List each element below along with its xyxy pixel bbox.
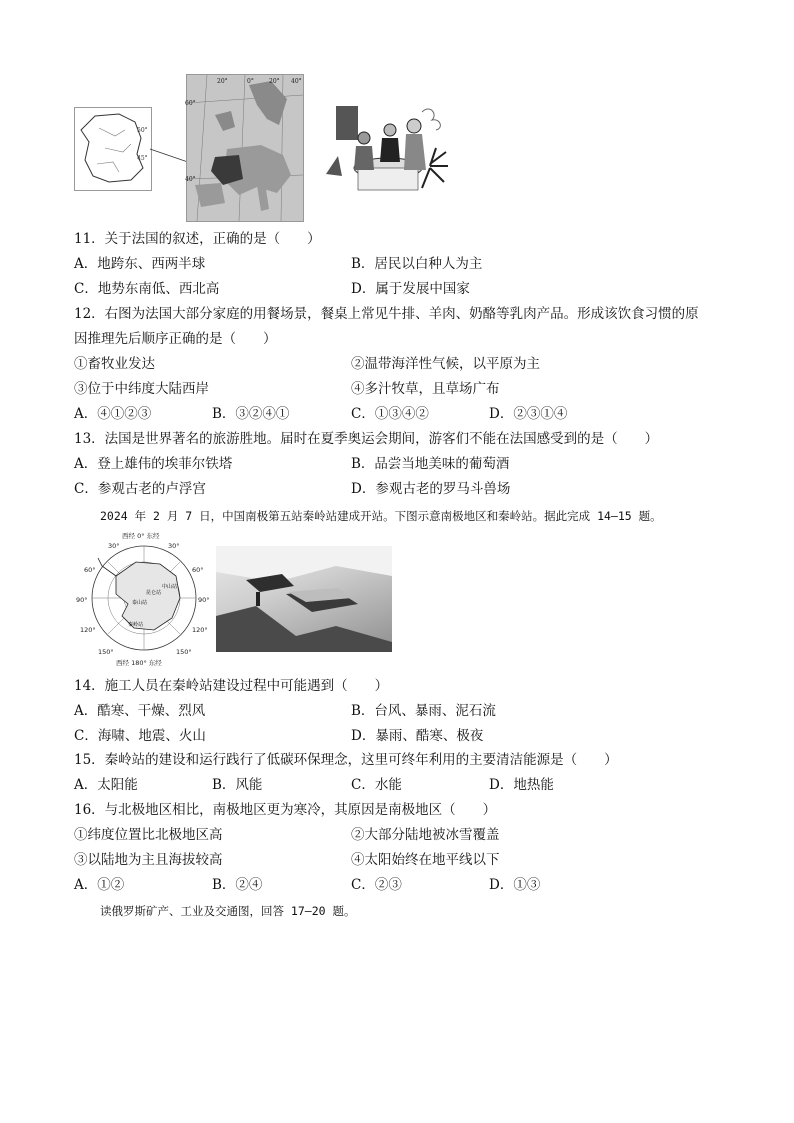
q13-option-c: C．参观古老的卢浮宫 [74, 481, 206, 497]
europe-map [186, 74, 304, 222]
europe-lon-20e: 20° [269, 78, 280, 85]
q11-option-c: C．地势东南低、西北高 [74, 281, 220, 297]
france-lat-50: 50° [137, 127, 148, 134]
europe-lon-40e: 40° [291, 78, 302, 85]
q13-option-b: B．品尝当地美味的葡萄酒 [351, 456, 510, 472]
q12-statement-2: ②温带海洋性气候，以平原为主 [351, 356, 540, 372]
q16-stem: 16．与北极地区相比，南极地区更为寒冷，其原因是南极地区（ ） [74, 802, 497, 818]
intro-17-20: 读俄罗斯矿产、工业及交通图，回答 17—20 题。 [100, 904, 356, 918]
antarctic-deg-30w: 30° [108, 542, 120, 550]
antarctic-deg-120w: 120° [80, 626, 96, 634]
q16-statement-4: ④太阳始终在地平线以下 [351, 852, 500, 868]
antarctic-bottom-label: 西经 180° 东经 [116, 659, 162, 667]
q12-option-b: B．③②④① [212, 406, 290, 422]
antarctic-polar-map [76, 532, 212, 666]
antarctic-top-label: 西经 0° 东经 [122, 532, 160, 540]
antarctic-deg-150e: 150° [176, 648, 192, 656]
q11-option-b: B．居民以白种人为主 [351, 256, 483, 272]
antarctic-deg-90w: 90° [76, 596, 88, 604]
q14-option-b: B．台风、暴雨、泥石流 [351, 703, 496, 719]
q16-statement-1: ①纬度位置比北极地区高 [74, 827, 223, 843]
q13-option-a: A．登上雄伟的埃菲尔铁塔 [74, 456, 233, 472]
antarctic-deg-60w: 60° [84, 566, 96, 574]
antarctic-station-qinling: 秦岭站 [128, 622, 144, 628]
q11-stem: 11．关于法国的叙述，正确的是（ ） [74, 231, 321, 247]
q12-option-a: A．④①②③ [74, 406, 152, 422]
q16-option-b: B．②④ [212, 877, 263, 893]
q12-statement-3: ③位于中纬度大陆西岸 [74, 381, 209, 397]
france-lat-45: 45° [137, 155, 148, 162]
antarctic-station-zhongshan: 中山站 [162, 584, 178, 590]
q14-stem: 14．施工人员在秦岭站建设过程中可能遇到（ ） [74, 678, 389, 694]
q16-option-d: D．①③ [489, 877, 541, 893]
q16-statement-2: ②大部分陆地被冰雪覆盖 [351, 827, 500, 843]
q12-stem-line2: 因推理先后顺序正确的是（ ） [74, 331, 277, 347]
intro-14-15: 2024 年 2 月 7 日，中国南极第五站秦岭站建成开站。下图示意南极地区和秦岭站。据此完成 14—15 题。 [100, 509, 662, 523]
antarctic-deg-120e: 120° [192, 626, 208, 634]
q15-option-c: C．水能 [351, 777, 402, 793]
dining-scene-illustration [326, 104, 450, 196]
france-outline-svg [75, 108, 151, 190]
antarctic-deg-90e: 90° [198, 596, 210, 604]
q12-option-d: D．②③①④ [489, 406, 568, 422]
antarctic-map-svg [76, 532, 212, 666]
france-outline-map [74, 107, 152, 191]
q11-option-a: A．地跨东、西两半球 [74, 256, 206, 272]
q16-statement-3: ③以陆地为主且海拔较高 [74, 852, 223, 868]
q16-option-c: C．②③ [351, 877, 402, 893]
antarctic-deg-150w: 150° [98, 648, 114, 656]
q12-stem-line1: 12．右图为法国大部分家庭的用餐场景，餐桌上常见牛排、羊肉、奶酪等乳肉产品。形成该饮食习惯的原 [74, 306, 699, 322]
europe-lat-40: 40° [185, 176, 196, 183]
q13-stem: 13．法国是世界著名的旅游胜地。届时在夏季奥运会期间，游客们不能在法国感受到的是（ ） [74, 431, 659, 447]
q13-option-d: D．参观古老的罗马斗兽场 [351, 481, 511, 497]
europe-lat-60: 60° [185, 100, 196, 107]
q15-stem: 15．秦岭站的建设和运行践行了低碳环保理念，这里可终年利用的主要清洁能源是（ ） [74, 752, 618, 768]
antarctic-station-taishan: 泰山站 [132, 600, 148, 606]
europe-lon-0: 0° [247, 78, 254, 85]
qinling-station-svg [216, 546, 392, 652]
q12-option-c: C．①③④② [351, 406, 429, 422]
q14-option-d: D．暴雨、酷寒、极夜 [351, 728, 484, 744]
antarctic-station-kunlun: 昆仑站 [146, 590, 162, 596]
q14-option-a: A．酷寒、干燥、烈风 [74, 703, 206, 719]
q14-option-c: C．海啸、地震、火山 [74, 728, 206, 744]
q11-option-d: D．属于发展中国家 [351, 281, 470, 297]
qinling-station-photo [216, 546, 392, 652]
q12-statement-1: ①畜牧业发达 [74, 356, 155, 372]
dining-scene-svg [326, 104, 450, 196]
europe-map-svg [187, 75, 303, 221]
q15-option-a: A．太阳能 [74, 777, 138, 793]
antarctic-deg-30e: 30° [168, 542, 180, 550]
antarctic-deg-60e: 60° [192, 566, 204, 574]
q15-option-b: B．风能 [212, 777, 263, 793]
q16-option-a: A．①② [74, 877, 125, 893]
europe-lon-20w: 20° [217, 78, 228, 85]
q12-statement-4: ④多汁牧草，且草场广布 [351, 381, 500, 397]
q15-option-d: D．地热能 [489, 777, 554, 793]
